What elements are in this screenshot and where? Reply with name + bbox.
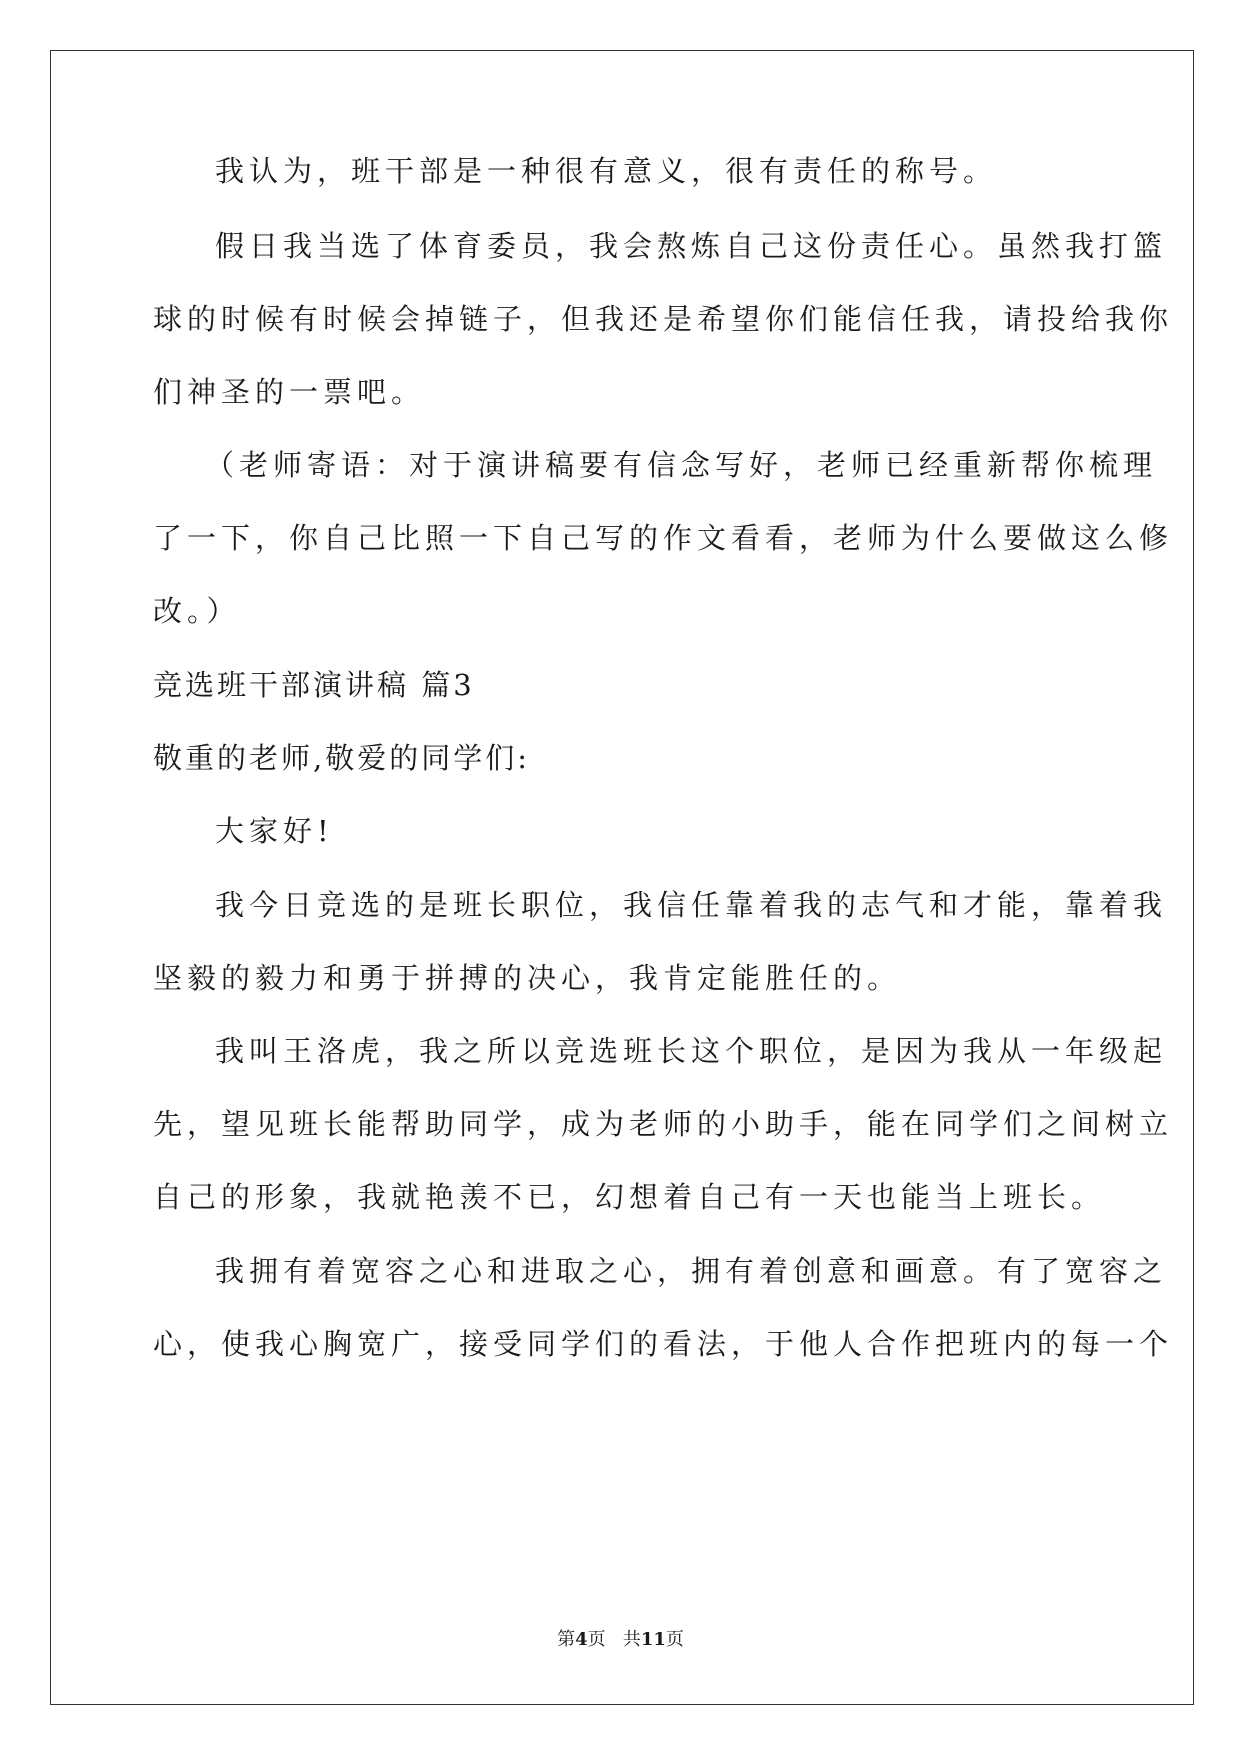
greeting: 大家好! xyxy=(215,814,334,848)
section-heading: 竞选班干部演讲稿 篇3 xyxy=(153,668,475,702)
paragraph-line: 坚毅的毅力和勇于拼搏的决心，我肯定能胜任的。 xyxy=(153,961,902,995)
paragraph-line: 我认为，班干部是一种很有意义，很有责任的称号。 xyxy=(215,154,998,188)
paragraph-line: 先，望见班长能帮助同学，成为老师的小助手，能在同学们之间树立 xyxy=(153,1107,1174,1141)
footer-page-suffix: 页 xyxy=(587,1629,606,1650)
footer-total-prefix: 共 xyxy=(622,1629,641,1650)
paragraph-line: 们神圣的一票吧。 xyxy=(153,375,426,409)
paragraph-line: 了一下，你自己比照一下自己写的作文看看，老师为什么要做这么修 xyxy=(153,521,1174,555)
paragraph-line: 假日我当选了体育委员，我会熬炼自己这份责任心。虽然我打篮 xyxy=(215,229,1168,263)
paragraph-line: 我叫王洛虎，我之所以竞选班长这个职位，是因为我从一年级起 xyxy=(215,1034,1168,1068)
paragraph-line: 自己的形象，我就艳羡不已，幻想着自己有一天也能当上班长。 xyxy=(153,1180,1106,1214)
footer-total-suffix: 页 xyxy=(665,1629,684,1650)
salutation: 敬重的老师,敬爱的同学们: xyxy=(153,741,530,775)
total-pages: 11 xyxy=(640,1629,666,1650)
footer-prefix: 第 xyxy=(557,1629,576,1650)
paragraph-line: 我今日竞选的是班长职位，我信任靠着我的志气和才能，靠着我 xyxy=(215,888,1168,922)
page-border xyxy=(50,50,1194,1705)
paragraph-line: （老师寄语：对于演讲稿要有信念写好，老师已经重新帮你梳理 xyxy=(205,448,1158,482)
page-number: 4 xyxy=(575,1629,588,1650)
paragraph-line: 心，使我心胸宽广，接受同学们的看法，于他人合作把班内的每一个 xyxy=(153,1327,1174,1361)
paragraph-line: 球的时候有时候会掉链子，但我还是希望你们能信任我，请投给我你 xyxy=(153,302,1174,336)
page-footer xyxy=(0,1628,1241,1652)
paragraph-line: 我拥有着宽容之心和进取之心，拥有着创意和画意。有了宽容之 xyxy=(215,1254,1168,1288)
paragraph-line: 改。） xyxy=(153,594,241,628)
